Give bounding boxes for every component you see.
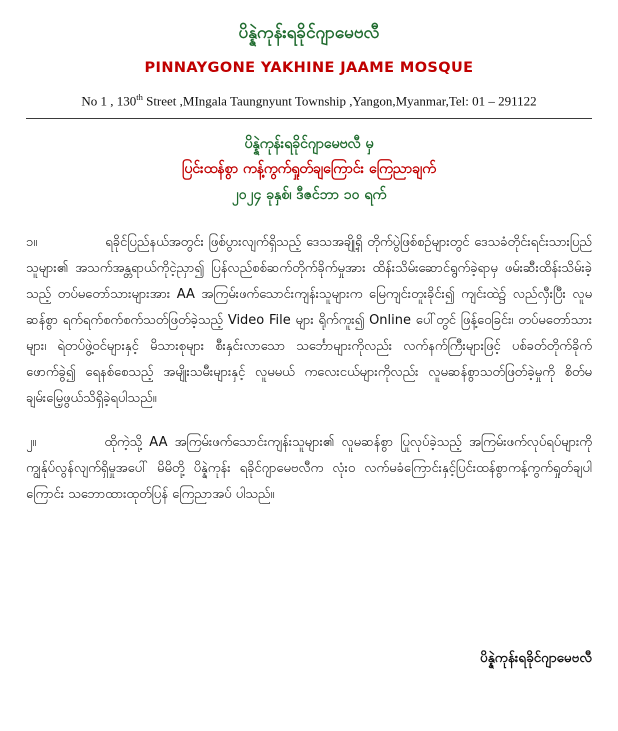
header-divider xyxy=(26,118,592,119)
document-body xyxy=(26,230,592,508)
subheading-line-2: ပြင်းထန်စွာ ကန့်ကွက်ရှုတ်ချကြောင်း ကြေညာချက် xyxy=(182,161,436,178)
paragraph-2 xyxy=(26,430,592,508)
address-prefix: No 1 , 130 xyxy=(81,93,137,109)
mosque-name-english: PINNAYGONE YAKHINE JAAME MOSQUE xyxy=(144,60,474,76)
address-suffix: Street ,MIngala Taungnyunt Township ,Yangon,Myanmar,Tel: 01 – 291122 xyxy=(142,93,537,109)
paragraph-1-number: ၁။ xyxy=(26,235,38,251)
address-ordinal-suffix: th xyxy=(136,92,143,102)
paragraph-1-text: ရခိုင်ပြည်နယ်အတွင်း ဖြစ်ပွားလျက်ရှိသည့် ဒေသအချို့ရှိ တိုက်ပွဲဖြစ်စဉ်များတွင် ဒေသခံတိုင်းရင်းသားပြည်သူများ၏ အသက်အန္တရာယ်ကိုငဲ့ညှာ၍ ပြန်လည်စစ်ဆက်တိုက်ခိုက်မှုအား ထိန်းသိမ်းဆောင်ရွက်ခဲ့ရာမှ ဖမ်းဆီးထိန်းသိမ်းခဲ့သည့် တပ်မတော်သားများအား AA အကြမ်းဖက်သောင်းကျန်းသူများက မြေကျင်းတူးခိုင်း၍ ကျင်းထဲ၌ လည်လှီးပြီး လူမဆန်စွာ ရက်ရက်စက်စက်သတ်ဖြတ်ခဲ့သည့် Video File များ ရိုက်ကူး၍ Online ပေါ်တွင် ဖြန့်ဝေခြင်း၊ တပ်မတော်သားများ၊ ရဲတပ်ဖွဲ့ဝင်များနှင့် မိသားစုများ စီးနှင်းလာသော သင်္ဘောများကိုလည်း လက်နက်ကြီးများဖြင့် ပစ်ခတ်တိုက်ခိုက်ဖောက်ခွဲ၍ ရေနစ်စေသည့် အမျိုးသမီးများနှင့် လူမမယ် ကလေးငယ်များကိုလည်း လူမဆန်စွာသတ်ဖြတ်ခဲ့မှုကို စိတ်မချမ်းမြေ့ဖွယ်သိရှိခဲ့ရပါသည်။ xyxy=(26,235,592,407)
paragraph-2-text: ထိုကဲ့သို့ AA အကြမ်းဖက်သောင်းကျန်းသူများ၏ လူမဆန်စွာ ပြုလုပ်ခဲ့သည့် အကြမ်းဖက်လုပ်ရပ်များကို ကျွန်ုပ်လွန်လျက်ရှိမှုအပေါ် မိမိတို့ ပိန္နဲကုန်း ရခိုင်ဂျာမေဗလီက လုံး၀ လက်မခံကြောင်းနှင့်ပြင်းထန်စွာကန့်ကွက်ရှုတ်ချပါကြောင်း သဘောထားထုတ်ပြန် ကြေညာအပ် ပါသည်။ xyxy=(26,435,592,503)
announcement-subheading xyxy=(26,132,592,208)
mosque-name-myanmar: ပိန္နဲကုန်းရခိုင်ဂျာမေဗလီ xyxy=(238,23,380,43)
signature-block: ပိန္နဲကုန်းရခိုင်ဂျာမေဗလီ xyxy=(480,650,592,666)
subheading-line-3: ၂၀၂၄ ခုနှစ်၊ ဒီဇင်ဘာ ၁၀ ရက် xyxy=(231,187,387,204)
mosque-address xyxy=(26,92,592,109)
paragraph-2-number: ၂။ xyxy=(26,435,37,451)
paragraph-1 xyxy=(26,230,592,412)
subheading-line-1: ပိန္နဲကုန်းရခိုင်ဂျာမေဗလီ မှ xyxy=(244,136,374,153)
document-header xyxy=(26,20,592,109)
